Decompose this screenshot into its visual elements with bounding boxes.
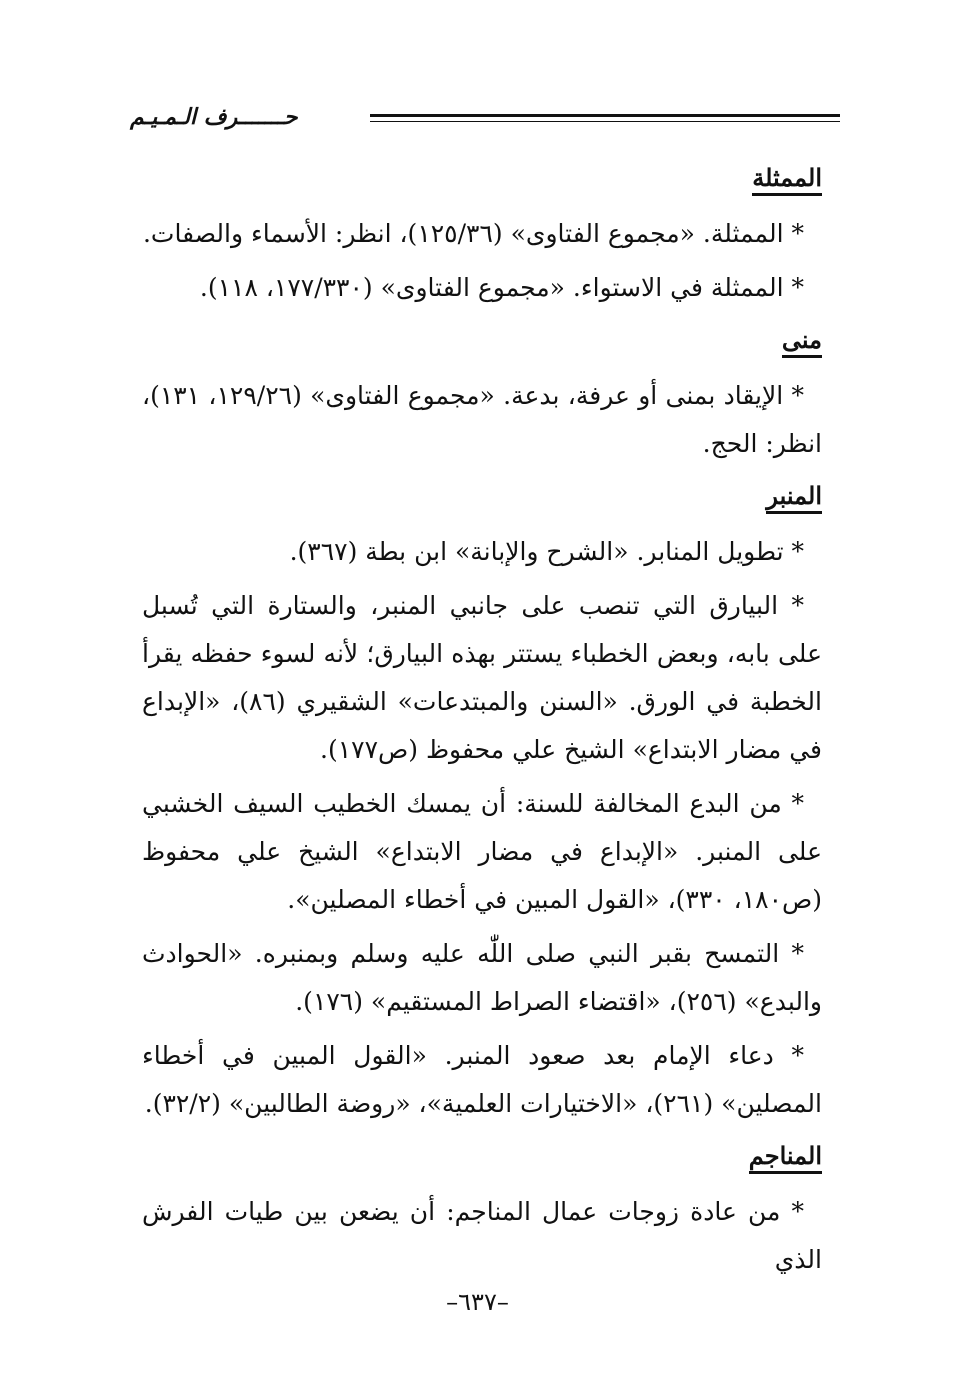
section-heading: المناجم [142, 1136, 822, 1176]
entry: * البيارق التي تنصب على جانبي المنبر، والستارة التي تُسبل على بابه، وبعض الخطباء يستتر بهذه البيارق؛ لأنه لسوء حفظه يقرأ الخطبة في الورق. «السنن والمبتدعات» الشقيري (٨٦)، «الإبداع في مضار الابتداع» الشيخ علي محفوظ (ص١٧٧). [142, 591, 822, 764]
entry: * التمسح بقبر النبي صلى اللّٰه عليه وسلم وبمنبره. «الحوادث والبدع» (٢٥٦)، «اقتضاء الصراط المستقيم» (١٧٦). [142, 939, 822, 1016]
page-number: –٦٣٧– [446, 1288, 509, 1316]
section-heading: المنبر [142, 476, 822, 516]
running-head [130, 104, 840, 134]
running-head-title: حـــــــرف الـمـيـم [130, 104, 298, 130]
entry: * تطويل المنابر. «الشرح والإبانة» ابن بطة (٣٦٧). [289, 537, 804, 566]
running-head-rule [370, 114, 840, 122]
section-heading: الممثلة [142, 158, 822, 198]
entry: * الممثلة. «مجموع الفتاوى» (١٢٥/٣٦)، انظر: الأسماء والصفات. [142, 219, 804, 248]
page-body [142, 150, 822, 1290]
entry: * الممثلة في الاستواء. «مجموع الفتاوى» (١٧٧/٣٣٠، ١١٨). [199, 273, 804, 302]
section-heading: منى [142, 320, 822, 360]
entry: * من عادة زوجات عمال المناجم: أن يضعن بين طيات الفرش الذي [142, 1197, 822, 1274]
entry: * دعاء الإمام بعد صعود المنبر. «القول المبين في أخطاء المصلين» (٢٦١)، «الاختيارات العلمية»، «روضة الطالبين» (٣٢/٢). [142, 1041, 822, 1118]
entry: * من البدع المخالفة للسنة: أن يمسك الخطيب السيف الخشبي على المنبر. «الإبداع في مضار الابتداع» الشيخ علي محفوظ (ص١٨٠، ٣٣٠)، «القول المبين في أخطاء المصلين». [142, 789, 822, 914]
entry: * الإيقاد بمنى أو عرفة، بدعة. «مجموع الفتاوى» (١٢٩/٢٦، ١٣١)، انظر: الحج. [142, 381, 822, 458]
